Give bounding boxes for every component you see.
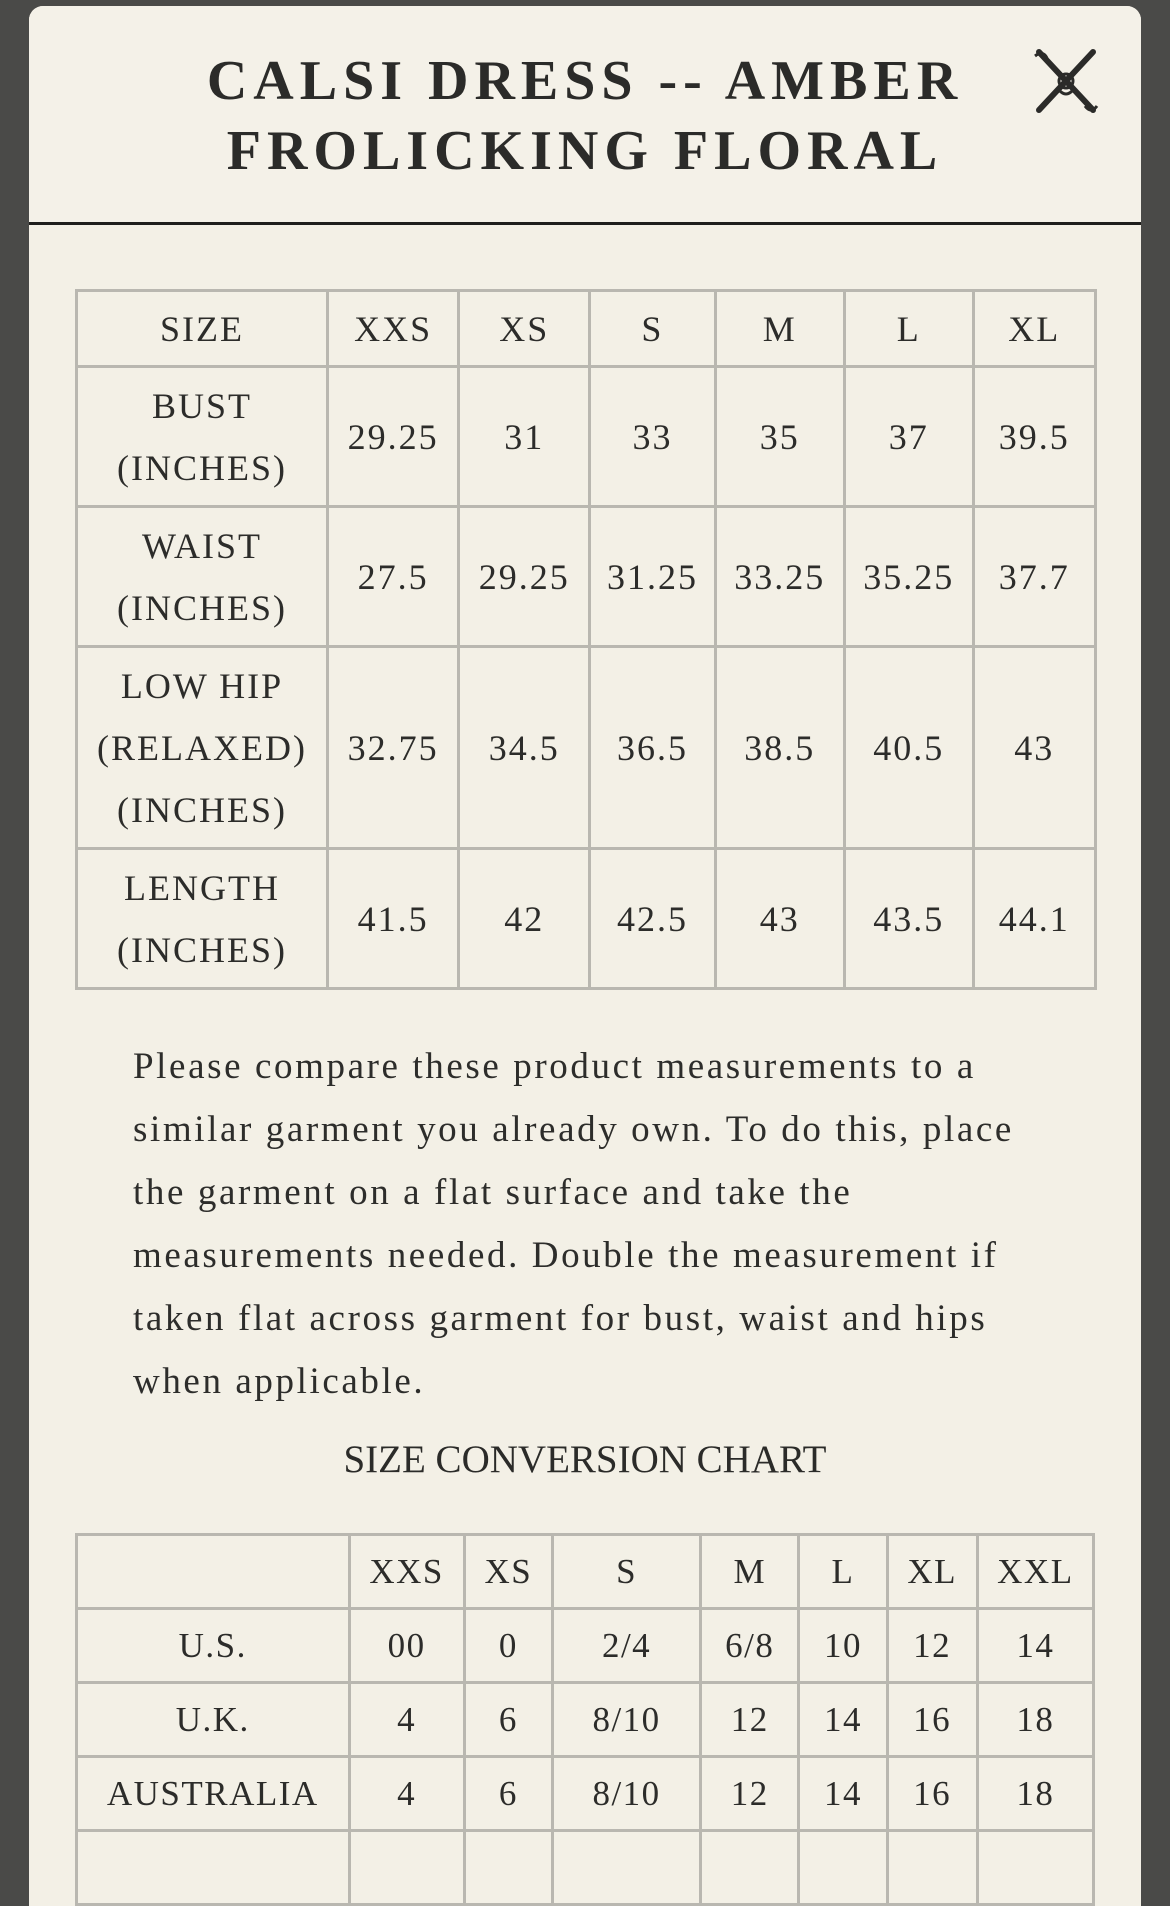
table-cell: 41.5 xyxy=(328,849,459,989)
table-cell: 18 xyxy=(977,1757,1093,1831)
conversion-table xyxy=(75,1533,1095,1906)
row-label-line: (INCHES) xyxy=(117,587,287,628)
header-cell: XS xyxy=(459,291,590,367)
table-cell: 39.5 xyxy=(973,367,1095,507)
table-cell: 29.25 xyxy=(459,507,590,647)
row-label xyxy=(77,647,328,849)
table-cell: 27.5 xyxy=(328,507,459,647)
row-label: AUSTRALIA xyxy=(77,1757,350,1831)
table-row xyxy=(77,647,1096,849)
table-cell: 31 xyxy=(459,367,590,507)
table-cell: 14 xyxy=(799,1683,887,1757)
table-row xyxy=(77,367,1096,507)
table-cell: 32.75 xyxy=(328,647,459,849)
header-cell: XXS xyxy=(349,1535,464,1609)
table-cell: 12 xyxy=(701,1757,799,1831)
table-cell: 43 xyxy=(715,849,844,989)
row-label-line: WAIST xyxy=(142,525,263,566)
table-cell: 33.25 xyxy=(715,507,844,647)
table-cell: 6/8 xyxy=(701,1609,799,1683)
row-label-line: (RELAXED) xyxy=(97,727,307,768)
modal-header xyxy=(29,6,1141,225)
table-cell: 38.5 xyxy=(715,647,844,849)
header-cell: XL xyxy=(973,291,1095,367)
table-cell: 29.25 xyxy=(328,367,459,507)
header-cell xyxy=(77,1535,350,1609)
row-label xyxy=(77,849,328,989)
table-cell: 44.1 xyxy=(973,849,1095,989)
table-cell: 16 xyxy=(887,1757,977,1831)
table-cell: 8/10 xyxy=(552,1683,700,1757)
header-cell: XS xyxy=(464,1535,552,1609)
table-cell: 42 xyxy=(459,849,590,989)
header-cell: M xyxy=(701,1535,799,1609)
table-cell: 40.5 xyxy=(844,647,973,849)
table-cell: 6 xyxy=(464,1683,552,1757)
table-cell xyxy=(701,1831,799,1905)
table-cell: 14 xyxy=(799,1757,887,1831)
table-cell xyxy=(977,1831,1093,1905)
table-cell xyxy=(887,1831,977,1905)
table-cell: 16 xyxy=(887,1683,977,1757)
table-cell: 35 xyxy=(715,367,844,507)
title-line-1: CALSI DRESS -- AMBER xyxy=(206,50,964,112)
table-cell: 43 xyxy=(973,647,1095,849)
table-row xyxy=(77,507,1096,647)
table-row xyxy=(77,1831,1094,1905)
table-cell: 37 xyxy=(844,367,973,507)
table-cell: 43.5 xyxy=(844,849,973,989)
table-cell xyxy=(77,1831,350,1905)
table-cell: 35.25 xyxy=(844,507,973,647)
close-x-icon xyxy=(1031,46,1101,116)
conversion-table-container xyxy=(75,1533,1097,1906)
table-cell: 8/10 xyxy=(552,1757,700,1831)
header-cell: L xyxy=(799,1535,887,1609)
table-cell: 4 xyxy=(349,1757,464,1831)
table-cell: 0 xyxy=(464,1609,552,1683)
table-cell: 12 xyxy=(887,1609,977,1683)
table-cell: 00 xyxy=(349,1609,464,1683)
row-label-line: LOW HIP xyxy=(120,665,284,706)
header-cell: M xyxy=(715,291,844,367)
row-label xyxy=(77,507,328,647)
title-line-2: FROLICKING FLORAL xyxy=(226,120,944,182)
row-label-line: (INCHES) xyxy=(117,929,287,970)
row-label: U.S. xyxy=(77,1609,350,1683)
table-cell: 2/4 xyxy=(552,1609,700,1683)
row-label-line: (INCHES) xyxy=(117,789,287,830)
measurements-table-scroller[interactable] xyxy=(75,289,1097,990)
table-cell: 34.5 xyxy=(459,647,590,849)
table-cell xyxy=(464,1831,552,1905)
header-cell: SIZE xyxy=(77,291,328,367)
row-label-line: (INCHES) xyxy=(117,447,287,488)
header-cell: L xyxy=(844,291,973,367)
table-cell xyxy=(552,1831,700,1905)
table-cell: 42.5 xyxy=(590,849,715,989)
close-button[interactable] xyxy=(1031,46,1101,116)
row-label-line: BUST xyxy=(152,385,253,426)
table-cell: 18 xyxy=(977,1683,1093,1757)
table-cell: 6 xyxy=(464,1757,552,1831)
header-cell: XXS xyxy=(328,291,459,367)
size-guide-modal xyxy=(29,6,1141,1906)
conversion-chart-title: SIZE CONVERSION CHART xyxy=(343,1438,827,1481)
table-cell: 10 xyxy=(799,1609,887,1683)
modal-title xyxy=(139,46,1031,186)
measurement-instructions: Please compare these product measurements to a similar garment you already own. To do this, place the garment on a flat surface and take the measurements needed. Double the measurement if taken flat across garment for bust, waist and hips when applicable. xyxy=(133,1046,1014,1402)
table-row xyxy=(77,849,1096,989)
header-cell: S xyxy=(552,1535,700,1609)
table-row xyxy=(77,1683,1094,1757)
conversion-header-row xyxy=(77,1535,1094,1609)
table-row xyxy=(77,1757,1094,1831)
table-cell: 4 xyxy=(349,1683,464,1757)
row-label-line: LENGTH xyxy=(124,867,280,908)
row-label xyxy=(77,367,328,507)
table-row xyxy=(77,1609,1094,1683)
header-cell: XL xyxy=(887,1535,977,1609)
table-cell: 36.5 xyxy=(590,647,715,849)
table-cell: 37.7 xyxy=(973,507,1095,647)
table-cell: 12 xyxy=(701,1683,799,1757)
table-cell: 14 xyxy=(977,1609,1093,1683)
table-cell xyxy=(799,1831,887,1905)
header-cell: XXL xyxy=(977,1535,1093,1609)
table-cell xyxy=(349,1831,464,1905)
header-cell: S xyxy=(590,291,715,367)
table-header-row xyxy=(77,291,1096,367)
row-label: U.K. xyxy=(77,1683,350,1757)
measurements-table xyxy=(75,289,1097,990)
table-cell: 33 xyxy=(590,367,715,507)
table-cell: 31.25 xyxy=(590,507,715,647)
